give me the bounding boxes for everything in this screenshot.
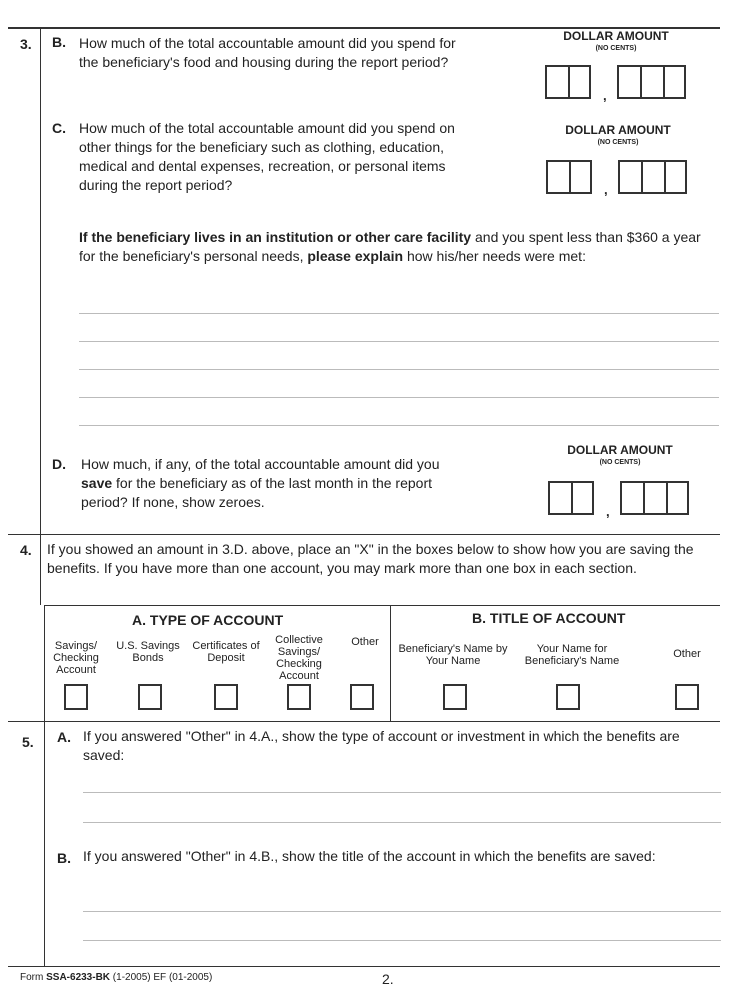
question-3b-text: How much of the total accountable amount did you spend for the beneficiary's food and housing during the report period? bbox=[79, 35, 456, 70]
checkbox-savings-checking[interactable] bbox=[64, 684, 88, 710]
explain-line-4[interactable] bbox=[79, 397, 719, 398]
question-5-number: 5. bbox=[22, 734, 34, 750]
question-3c-text: How much of the total accountable amount did you spend on other things for the beneficiary such as clothing, education, medical and dental expenses, recreation, or personal items during the report period? bbox=[79, 120, 455, 193]
number-column-divider bbox=[40, 28, 41, 535]
comma-3b: , bbox=[603, 88, 607, 103]
dollar-amount-label-3d: DOLLAR AMOUNT bbox=[567, 443, 673, 457]
form-identifier: Form SSA-6233-BK (1-2005) EF (01-2005) bbox=[20, 972, 213, 983]
checkbox-savings-bonds[interactable] bbox=[138, 684, 162, 710]
page-bottom-rule bbox=[8, 966, 720, 967]
question-3c-letter: C. bbox=[52, 120, 66, 136]
question-5a-letter: A. bbox=[57, 729, 71, 745]
type-of-account-heading: A. TYPE OF ACCOUNT bbox=[132, 612, 284, 628]
explain-line-1[interactable] bbox=[79, 313, 719, 314]
other-title-line-1[interactable] bbox=[83, 911, 721, 912]
number-column-divider-5 bbox=[44, 722, 45, 967]
explain-line-2[interactable] bbox=[79, 341, 719, 342]
page-number: 2. bbox=[382, 971, 394, 987]
checkbox-you-for-beneficiary[interactable] bbox=[556, 684, 580, 710]
type-option-savings-checking: Savings/ Checking Account bbox=[53, 640, 99, 676]
question-3d-text: How much, if any, of the total accountable amount did you save for the beneficiary as of the last month in the report period? If none, show zeroes. bbox=[81, 456, 440, 510]
other-type-line-1[interactable] bbox=[83, 792, 721, 793]
institution-note: If the beneficiary lives in an institution or other care facility and you spent less than $360 a year for the beneficiary's personal needs, please explain how his/her needs were met: bbox=[79, 229, 701, 264]
question-4-number: 4. bbox=[20, 542, 32, 558]
comma-3c: , bbox=[604, 182, 608, 197]
other-type-line-2[interactable] bbox=[83, 822, 721, 823]
no-cents-label-3c: (NO CENTS) bbox=[597, 139, 639, 146]
dollar-amount-label-3c: DOLLAR AMOUNT bbox=[565, 123, 671, 137]
account-table-middle-divider bbox=[390, 605, 391, 722]
type-option-other: Other bbox=[351, 636, 379, 648]
checkbox-certificates[interactable] bbox=[214, 684, 238, 710]
section-3-bottom-rule bbox=[8, 534, 720, 535]
type-option-savings-bonds: U.S. Savings Bonds bbox=[116, 640, 180, 664]
account-table-top-rule bbox=[44, 605, 720, 606]
dollar-hundreds-field-3b[interactable] bbox=[617, 65, 686, 99]
no-cents-label-3b: (NO CENTS) bbox=[595, 45, 637, 52]
checkbox-collective[interactable] bbox=[287, 684, 311, 710]
comma-3d: , bbox=[606, 504, 610, 519]
dollar-hundreds-field-3c[interactable] bbox=[618, 160, 687, 194]
question-4-text: If you showed an amount in 3.D. above, place an "X" in the boxes below to show how you are saving the benefits. If you have more than one account, you may mark more than one box in each section. bbox=[47, 541, 694, 576]
dollar-thousands-field-3d[interactable] bbox=[548, 481, 594, 515]
question-3-number: 3. bbox=[20, 36, 32, 52]
checkbox-title-other[interactable] bbox=[675, 684, 699, 710]
dollar-thousands-field-3c[interactable] bbox=[546, 160, 592, 194]
explain-line-3[interactable] bbox=[79, 369, 719, 370]
question-3d-letter: D. bbox=[52, 456, 66, 472]
dollar-thousands-field-3b[interactable] bbox=[545, 65, 591, 99]
no-cents-label-3d: (NO CENTS) bbox=[599, 459, 641, 466]
title-option-beneficiary-by-you: Beneficiary's Name by Your Name bbox=[398, 643, 508, 667]
title-option-other: Other bbox=[673, 648, 701, 660]
checkbox-type-other[interactable] bbox=[350, 684, 374, 710]
type-option-certificates: Certificates of Deposit bbox=[192, 640, 260, 664]
title-of-account-heading: B. TITLE OF ACCOUNT bbox=[472, 610, 626, 626]
explain-line-5[interactable] bbox=[79, 425, 719, 426]
question-3b-letter: B. bbox=[52, 34, 66, 50]
dollar-amount-label-3b: DOLLAR AMOUNT bbox=[563, 29, 669, 43]
number-column-divider-4 bbox=[40, 535, 41, 605]
section-4-bottom-rule bbox=[8, 721, 720, 722]
dollar-hundreds-field-3d[interactable] bbox=[620, 481, 689, 515]
question-5b-text: If you answered "Other" in 4.B., show the title of the account in which the benefits are saved: bbox=[83, 848, 656, 864]
checkbox-beneficiary-by-you[interactable] bbox=[443, 684, 467, 710]
other-title-line-2[interactable] bbox=[83, 940, 721, 941]
account-table-left-edge bbox=[44, 605, 45, 722]
question-5a-text: If you answered "Other" in 4.A., show the type of account or investment in which the benefits are saved: bbox=[83, 728, 680, 763]
type-option-collective: Collective Savings/ Checking Account bbox=[275, 634, 323, 682]
title-option-you-for-beneficiary: Your Name for Beneficiary's Name bbox=[524, 643, 620, 667]
question-5b-letter: B. bbox=[57, 850, 71, 866]
